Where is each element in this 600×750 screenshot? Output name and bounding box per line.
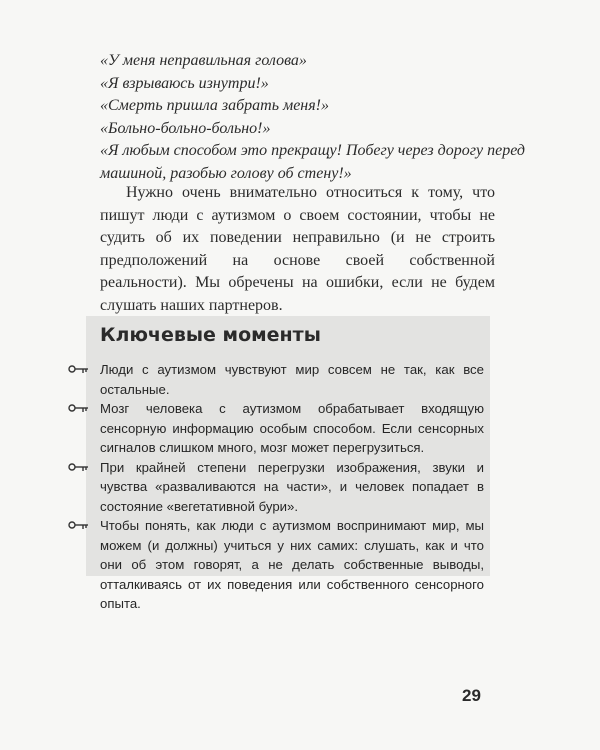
key-bullet-icon [68,461,90,473]
key-point-text: При крайней степени перегрузки изображения, звуки и чувства «разваливаются на части», и человек попадает в состояние «вегетативной бури». [100,459,484,514]
key-bullet-icon [68,402,90,414]
key-point-item [86,458,490,517]
key-point-text: Люди с аутизмом чувствуют мир совсем не так, как все остальные. [100,362,484,397]
body-paragraph: Нужно очень внимательно относиться к тому, что пишут люди с аутизмом о своем состоянии, чтобы не судить об их поведении неправильно (и не строить предположений на основе своей собственной реальности). Мы обречены на ошибки, если не будем слушать наших партнеров. [100,184,495,314]
page-number: 29 [462,686,481,705]
quote-line: «Я любым способом это прекращу! Побегу через дорогу перед машиной, разобью голову об стену!» [100,142,526,182]
quote-line: «Больно-больно-больно!» [100,119,271,137]
quote-line: «Смерть пришла забрать меня!» [100,97,329,114]
quote-line: «У меня неправильная голова» [100,52,307,69]
key-point-item [86,360,490,399]
quotes-block [100,50,540,185]
key-bullet-icon [68,519,90,531]
key-point-text: Чтобы понять, как люди с аутизмом воспринимают мир, мы можем (и должны) учиться у них самих: слушать, как и что они об этом говорят, а не делать собственные выводы, отталкиваясь от их поведения или собственного сенсорного опыта. [100,518,484,611]
key-point-text: Мозг человека с аутизмом обрабатывает входящую сенсорную информацию особым способом. Если сенсорных сигналов слишком много, мозг может перегрузиться. [100,401,484,455]
key-points-box [86,316,490,611]
key-points-title: Ключевые моменты [100,324,321,346]
key-point-item [86,399,490,458]
body-paragraph-block [100,182,495,317]
key-bullet-icon [68,363,90,375]
quote-line: «Я взрываюсь изнутри!» [100,74,269,92]
key-points-list [86,360,490,614]
key-point-item [86,516,490,614]
